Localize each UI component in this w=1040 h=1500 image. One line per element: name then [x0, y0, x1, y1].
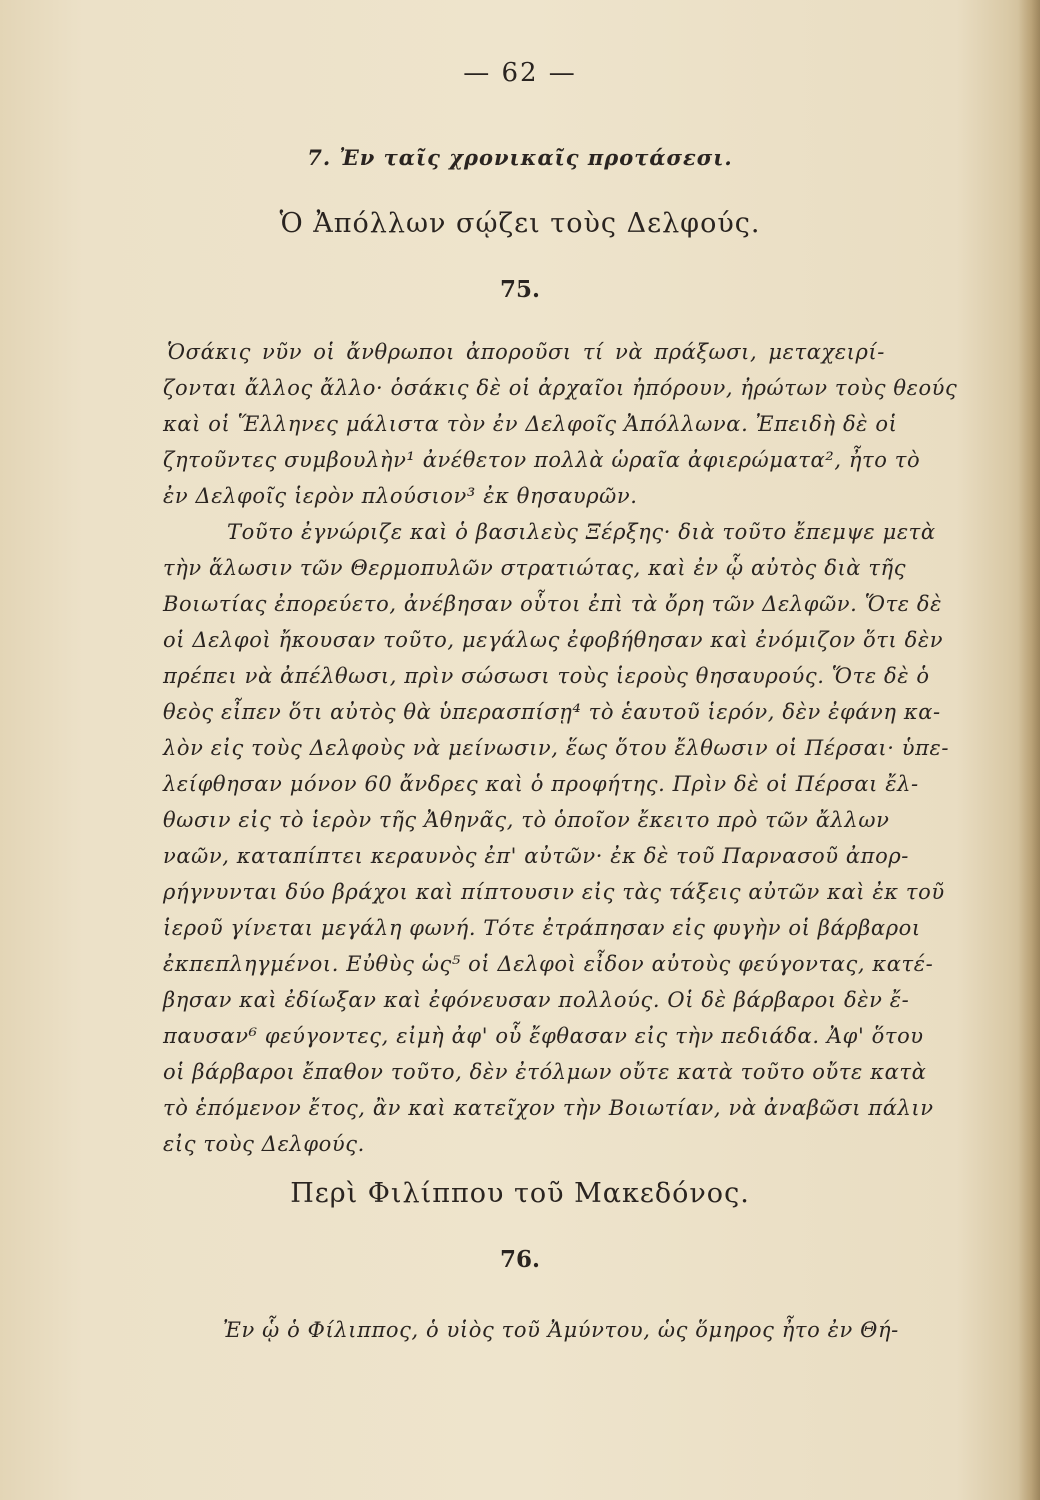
- text-line: ζονται ἄλλος ἄλλο· ὁσάκις δὲ οἱ ἀρχαῖοι ἠπόρουν, ἠρώτων τοὺς θεούς: [163, 376, 958, 400]
- text-line: ἐν Δελφοῖς ἱερὸν πλούσιον³ ἐκ θησαυρῶν.: [163, 484, 638, 508]
- story-number-75: 75.: [499, 276, 540, 303]
- text-line: Τοῦτο ἐγνώριζε καὶ ὁ βασιλεὺς Ξέρξης· διὰ τοῦτο ἔπεμψε μετὰ: [227, 520, 936, 544]
- text-line: οἱ βάρβαροι ἔπαθον τοῦτο, δὲν ἐτόλμων οὔτε κατὰ τοῦτο οὔτε κατὰ: [163, 1060, 927, 1084]
- text-line: λὸν εἰς τοὺς Δελφοὺς νὰ μείνωσιν, ἕως ὅτου ἔλθωσιν οἱ Πέρσαι· ὑπε-: [163, 736, 950, 760]
- text-line: παυσαν⁶ φεύγοντες, εἰμὴ ἀφ' οὗ ἔφθασαν εἰς τὴν πεδιάδα. Ἀφ' ὅτου: [163, 1024, 924, 1048]
- story-number-76: 76.: [499, 1246, 540, 1273]
- text-line: θωσιν εἰς τὸ ἱερὸν τῆς Ἀθηνᾶς, τὸ ὁποῖον ἔκειτο πρὸ τῶν ἄλλων: [163, 808, 890, 832]
- text-line: ἐκπεπληγμένοι. Εὐθὺς ὡς⁵ οἱ Δελφοὶ εἶδον αὐτοὺς φεύγοντας, κατέ-: [163, 952, 934, 976]
- text-line: θεὸς εἶπεν ὅτι αὐτὸς θὰ ὑπερασπίσῃ⁴ τὸ ἑαυτοῦ ἱερόν, δὲν ἐφάνη κα-: [163, 700, 941, 724]
- text-line: λείφθησαν μόνον 60 ἄνδρες καὶ ὁ προφήτης. Πρὶν δὲ οἱ Πέρσαι ἔλ-: [163, 772, 919, 796]
- text-line: βησαν καὶ ἐδίωξαν καὶ ἐφόνευσαν πολλούς. Οἱ δὲ βάρβαροι δὲν ἔ-: [163, 988, 910, 1012]
- chapter-heading: 7. Ἐν ταῖς χρονικαῖς προτάσεσι.: [307, 145, 733, 170]
- text-line: Ἐν ᾧ ὁ Φίλιππος, ὁ υἱὸς τοῦ Ἀμύντου, ὡς ὅμηρος ἦτο ἐν Θή-: [223, 1318, 899, 1342]
- text-line: Ὁσάκις νῦν οἱ ἄνθρωποι ἀποροῦσι τί νὰ πράξωσι, μεταχειρί-: [167, 340, 885, 364]
- text-line: εἰς τοὺς Δελφούς.: [163, 1132, 365, 1156]
- text-line: οἱ Δελφοὶ ἤκουσαν τοῦτο, μεγάλως ἐφοβήθησαν καὶ ἐνόμιζον ὅτι δὲν: [163, 628, 944, 652]
- text-line: Βοιωτίας ἐπορεύετο, ἀνέβησαν οὗτοι ἐπὶ τὰ ὄρη τῶν Δελφῶν. Ὅτε δὲ: [163, 592, 943, 616]
- text-line: καὶ οἱ Ἕλληνες μάλιστα τὸν ἐν Δελφοῖς Ἀπόλλωνα. Ἐπειδὴ δὲ οἱ: [163, 412, 898, 436]
- text-line: ρήγνυνται δύο βράχοι καὶ πίπτουσιν εἰς τὰς τάξεις αὐτῶν καὶ ἐκ τοῦ: [163, 880, 945, 904]
- story-title-76: Περὶ Φιλίππου τοῦ Μακεδόνος.: [290, 1178, 750, 1209]
- text-line: ζητοῦντες συμβουλὴν¹ ἀνέθετον πολλὰ ὡραῖα ἀφιερώματα², ἦτο τὸ: [163, 448, 921, 472]
- text-line: ἱεροῦ γίνεται μεγάλη φωνή. Τότε ἐτράπησαν εἰς φυγὴν οἱ βάρβαροι: [163, 916, 921, 940]
- text-line: τὸ ἑπόμενον ἔτος, ἂν καὶ κατεῖχον τὴν Βοιωτίαν, νὰ ἀναβῶσι πάλιν: [163, 1096, 934, 1120]
- text-line: πρέπει νὰ ἀπέλθωσι, πρὶν σώσωσι τοὺς ἱεροὺς θησαυρούς. Ὅτε δὲ ὁ: [163, 664, 930, 688]
- text-line: τὴν ἅλωσιν τῶν Θερμοπυλῶν στρατιώτας, καὶ ἐν ᾧ αὐτὸς διὰ τῆς: [163, 556, 907, 580]
- story-title-75: Ὁ Ἀπόλλων σῴζει τοὺς Δελφούς.: [279, 208, 761, 239]
- page-number: — 62 —: [463, 58, 577, 88]
- text-line: ναῶν, καταπίπτει κεραυνὸς ἐπ' αὐτῶν· ἐκ δὲ τοῦ Παρνασοῦ ἀπορ-: [163, 844, 909, 868]
